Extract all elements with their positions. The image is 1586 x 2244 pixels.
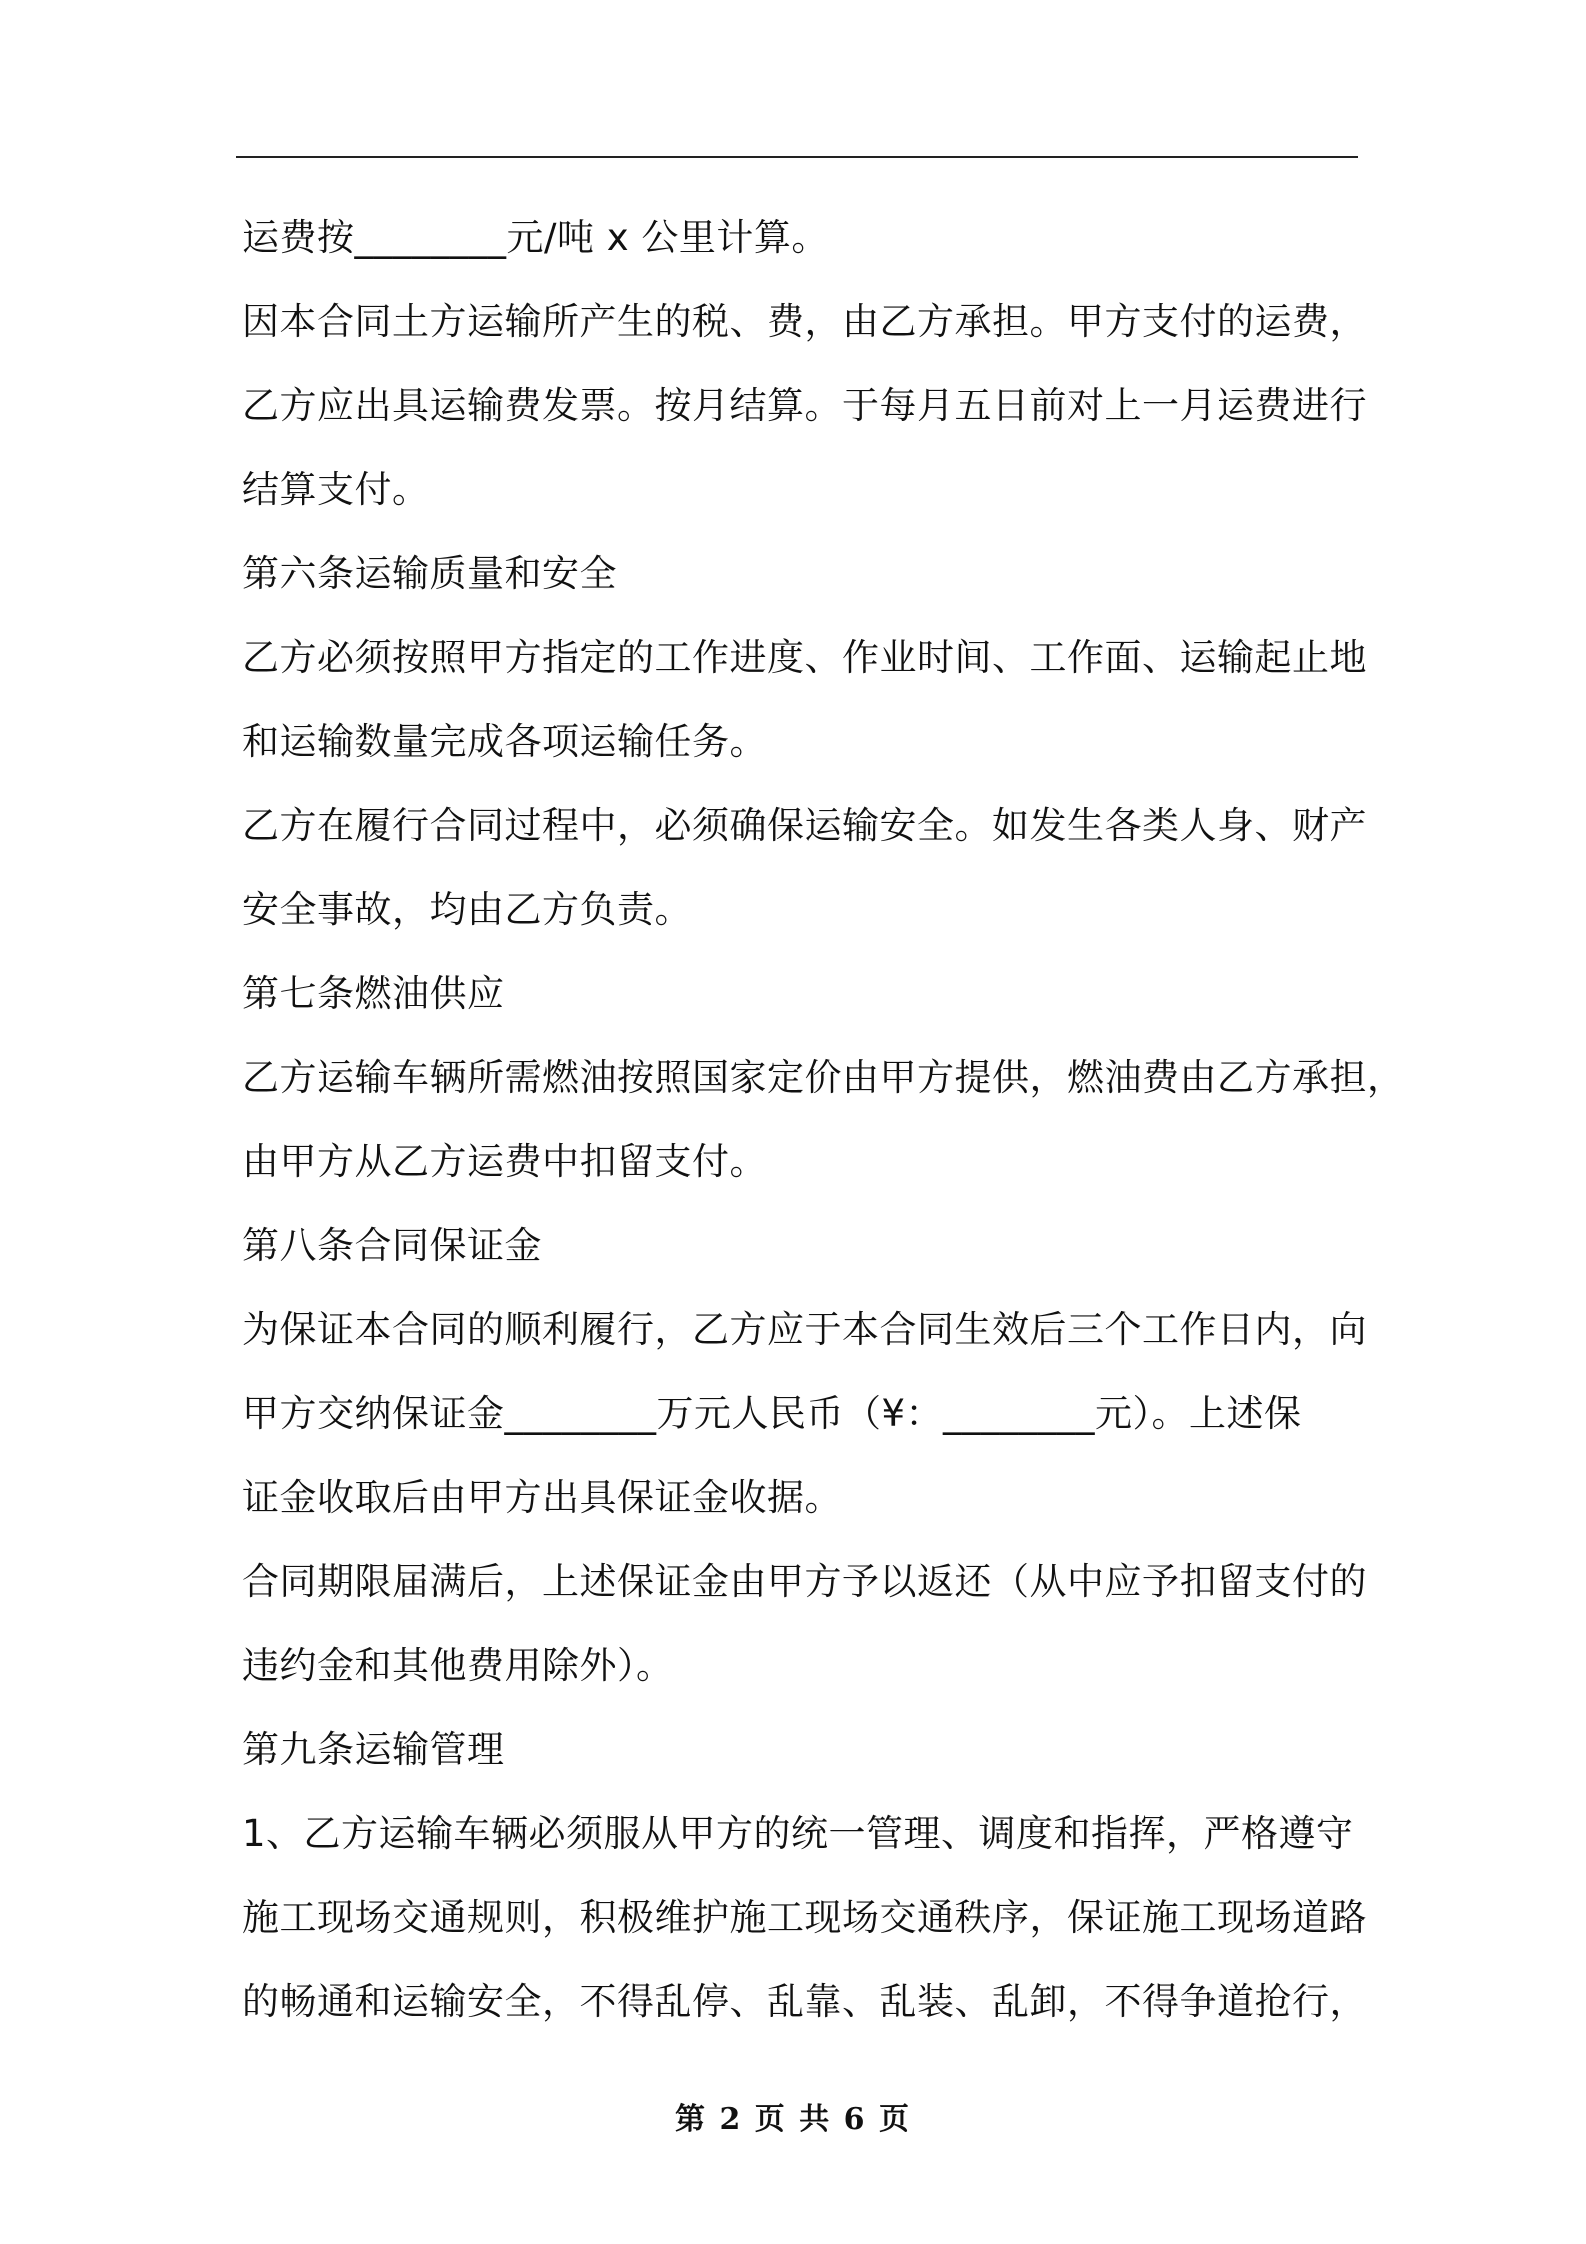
text-line: 甲方交纳保证金________万元人民币（¥：________元）。上述保: [242, 1392, 1302, 1435]
text-line: 乙方在履行合同过程中，必须确保运输安全。如发生各类人身、财产: [242, 804, 1367, 847]
text-line: 违约金和其他费用除外）。: [242, 1644, 674, 1687]
text-line: 为保证本合同的顺利履行，乙方应于本合同生效后三个工作日内，向: [242, 1308, 1367, 1351]
header-rule: [236, 156, 1358, 158]
document-body: [242, 196, 1405, 2044]
text-line: 的畅通和运输安全，不得乱停、乱靠、乱装、乱卸，不得争道抢行，: [242, 1980, 1367, 2023]
text-line: 运费按________元/吨 x 公里计算。: [242, 216, 829, 259]
text-line: 和运输数量完成各项运输任务。: [242, 720, 767, 763]
text-line: 施工现场交通规则，积极维护施工现场交通秩序，保证施工现场道路: [242, 1896, 1367, 1939]
section-heading-article-9: 第九条运输管理: [242, 1728, 505, 1771]
section-heading-article-6: 第六条运输质量和安全: [242, 552, 617, 595]
text-line: 安全事故，均由乙方负责。: [242, 888, 692, 931]
text-line: 乙方应出具运输费发票。按月结算。于每月五日前对上一月运费进行: [242, 384, 1367, 427]
text-line: 因本合同土方运输所产生的税、费，由乙方承担。甲方支付的运费，: [242, 300, 1367, 343]
text-line: 结算支付。: [242, 468, 430, 511]
text-line: 证金收取后由甲方出具保证金收据。: [242, 1476, 842, 1519]
text-line: 由甲方从乙方运费中扣留支付。: [242, 1140, 767, 1183]
section-heading-article-7: 第七条燃油供应: [242, 972, 505, 1015]
section-heading-article-8: 第八条合同保证金: [242, 1224, 542, 1267]
text-line: 合同期限届满后，上述保证金由甲方予以返还（从中应予扣留支付的: [242, 1560, 1367, 1603]
page-number-footer: 第 2 页 共 6 页: [675, 2102, 911, 2137]
text-line: 乙方必须按照甲方指定的工作进度、作业时间、工作面、运输起止地: [242, 636, 1367, 679]
text-line: 乙方运输车辆所需燃油按照国家定价由甲方提供，燃油费由乙方承担，: [242, 1056, 1405, 1099]
text-line: 1、乙方运输车辆必须服从甲方的统一管理、调度和指挥，严格遵守: [242, 1812, 1354, 1855]
